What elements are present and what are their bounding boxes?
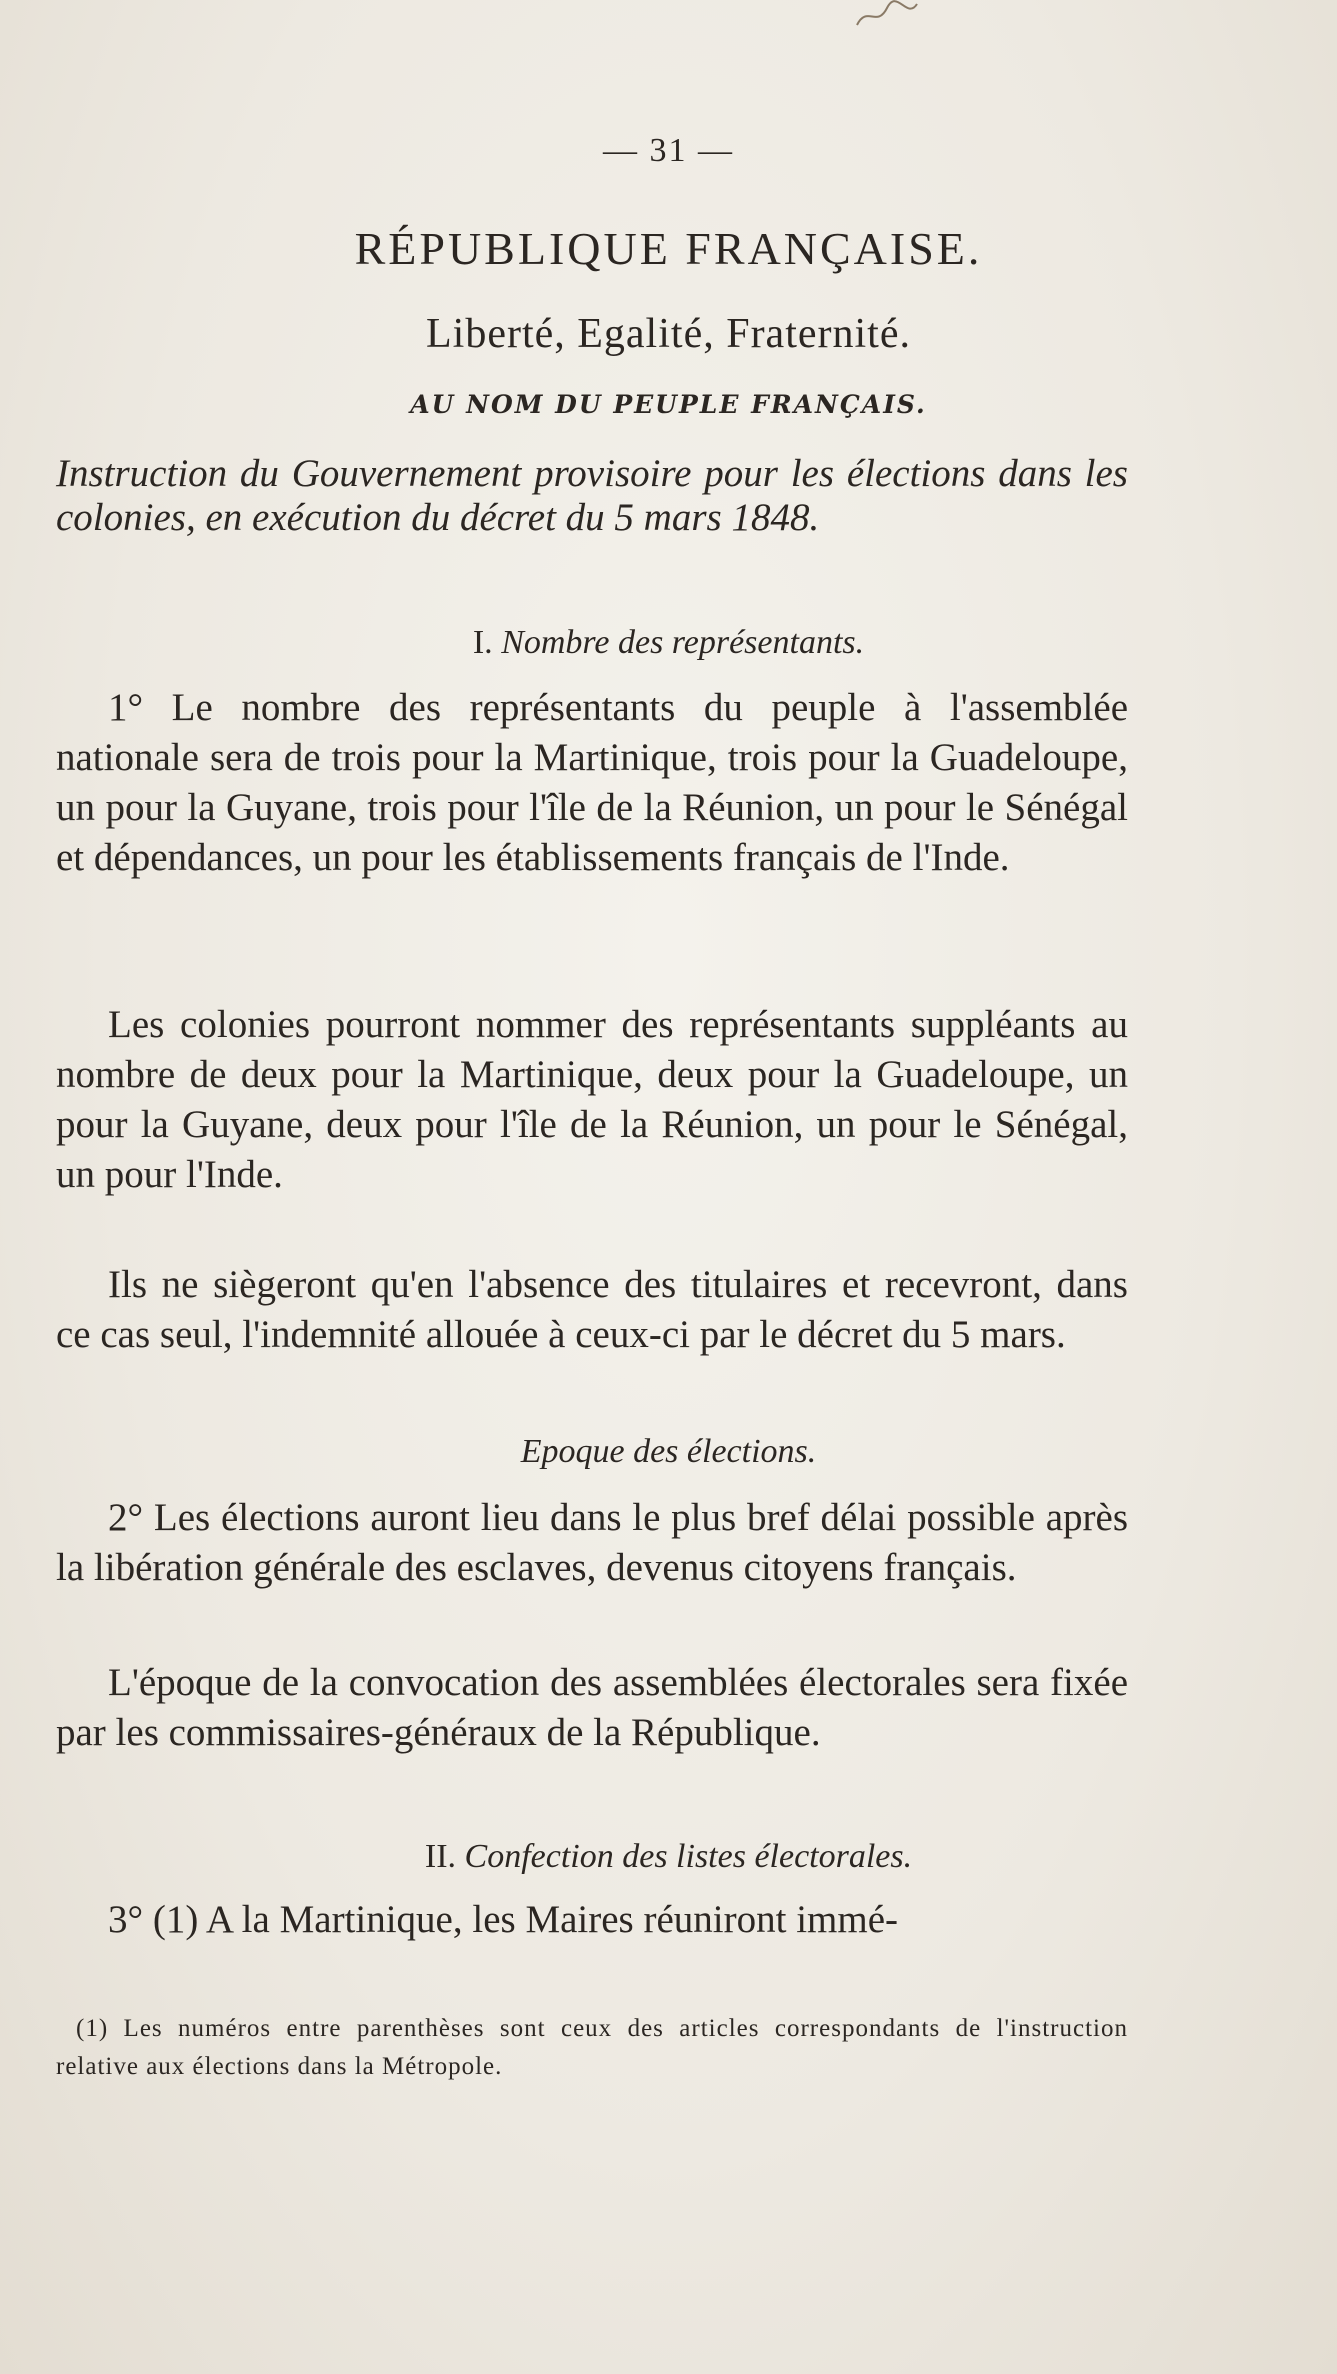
page-number: — 31 — [603, 132, 734, 169]
motto: Liberté, Egalité, Fraternité. [426, 311, 911, 357]
footnote-text: (1) Les numéros entre parenthèses sont ceux des articles correspondants de l'instruction relative aux élections dans la Métropole. [56, 2015, 1128, 2080]
section-title: Nombre des représentants. [501, 624, 865, 661]
section-heading-2 [0, 1838, 1337, 1876]
paragraph-text: 1° Le nombre des représentants du peuple à l'assemblée nationale sera de trois pour la Martinique, trois pour la Guadeloupe, un pour la Guyane, trois pour l'île de la Réunion, un pour le Sénégal et dépendances, un pour les établissements français de l'Inde. [56, 686, 1128, 879]
paragraph-1 [56, 683, 1128, 883]
paragraph-text: Les colonies pourront nommer des représentants suppléants au nombre de deux pour la Martinique, deux pour la Guadeloupe, un pour la Guyane, deux pour l'île de la Réunion, un pour le Sénégal, un pour l'Inde. [56, 1003, 1128, 1196]
ink-scribble [852, 0, 922, 30]
paragraph-text: Ils ne siègeront qu'en l'absence des titulaires et recevront, dans ce cas seul, l'indemnité allouée à ceux-ci par le décret du 5 mars. [56, 1263, 1128, 1356]
paragraph-6 [56, 1895, 1128, 1945]
paragraph-3 [56, 1260, 1128, 1360]
section-heading-1 [0, 624, 1337, 662]
page-title: RÉPUBLIQUE FRANÇAISE. [354, 223, 983, 274]
section-heading-epoque [0, 1433, 1337, 1471]
footnote [56, 2010, 1128, 2086]
paragraph-text: 2° Les élections auront lieu dans le plus bref délai possible après la libération générale des esclaves, devenus citoyens français. [56, 1496, 1128, 1589]
section-numeral: I. [472, 624, 493, 661]
section-numeral: II. [424, 1838, 457, 1875]
paragraph-2 [56, 1000, 1128, 1200]
paragraph-text: L'époque de la convocation des assemblées électorales sera fixée par les commissaires-généraux de la République. [56, 1661, 1128, 1754]
paragraph-text: 3° (1) A la Martinique, les Maires réuniront immé- [108, 1898, 898, 1941]
document-title: Instruction du Gouvernement provisoire pour les élections dans les colonies, en exécution du décret du 5 mars 1848. [56, 452, 1128, 539]
section-title: Confection des listes électorales. [464, 1838, 913, 1875]
section-title: Epoque des élections. [520, 1433, 817, 1470]
in-the-name-heading: AU NOM DU PEUPLE FRANÇAIS. [410, 390, 927, 419]
paragraph-5 [56, 1658, 1128, 1758]
paragraph-4 [56, 1493, 1128, 1593]
